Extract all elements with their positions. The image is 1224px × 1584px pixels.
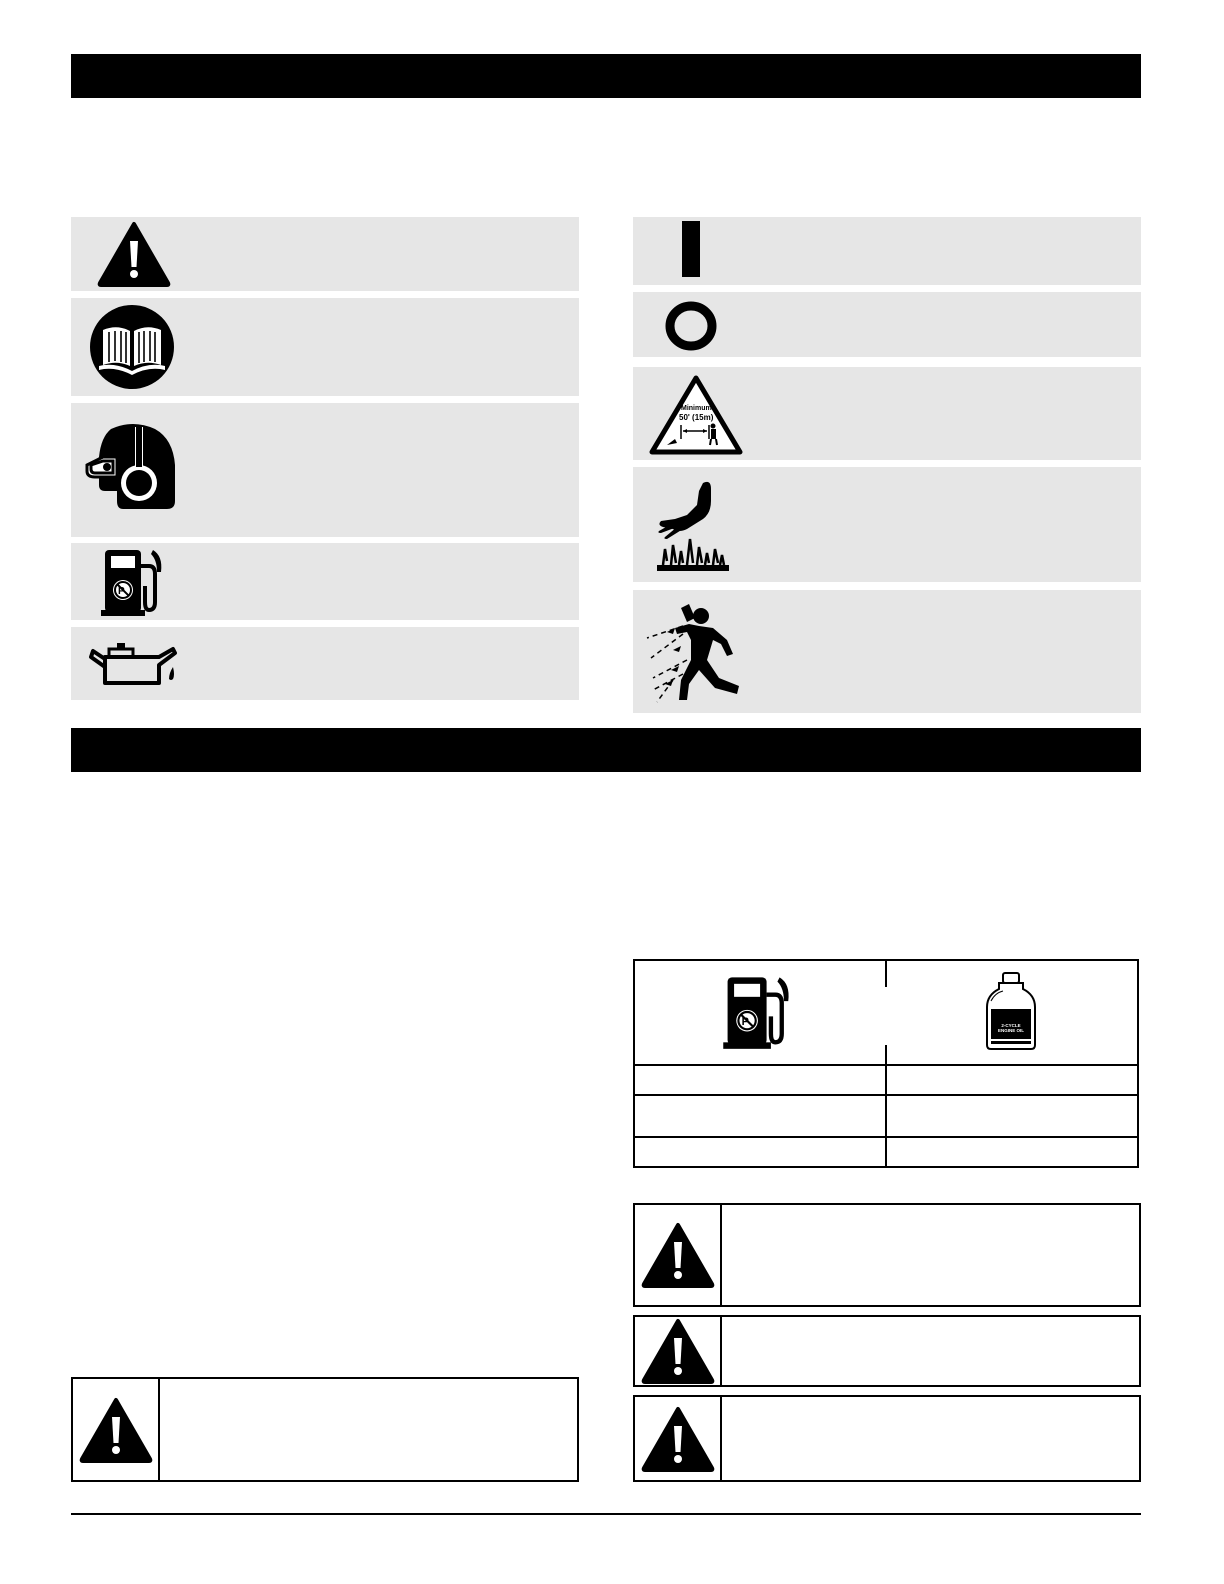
eye-ear-protection-icon (83, 421, 177, 513)
warning-box (71, 1377, 579, 1482)
warning-triangle-icon (641, 1406, 715, 1472)
symbol-panel-safety-alert (71, 217, 579, 291)
table-row (635, 1138, 1137, 1166)
warning-box (633, 1395, 1141, 1482)
read-manual-icon (89, 304, 175, 390)
hot-surface-icon (657, 479, 729, 573)
symbol-panel-read-manual (71, 298, 579, 396)
two-cycle-oil-bottle-icon (985, 971, 1037, 1051)
svg-text:P: P (741, 1016, 749, 1028)
symbol-panel-off (633, 292, 1141, 357)
symbol-panel-eye-ear-protection (71, 403, 579, 537)
fuel-mix-table (633, 959, 1139, 1168)
symbol-panel-unleaded-fuel (71, 543, 579, 620)
svg-text:P: P (118, 585, 125, 597)
symbol-panel-keep-distance (633, 367, 1141, 460)
footer-rule (71, 1513, 1141, 1515)
safety-symbols-header-bar (71, 54, 1141, 98)
unleaded-fuel-pump-icon (101, 546, 167, 618)
table-row (635, 1096, 1137, 1136)
off-switch-icon (663, 300, 719, 352)
warning-box (633, 1203, 1141, 1307)
thrown-objects-icon (643, 600, 751, 708)
symbol-panel-thrown-objects (633, 590, 1141, 713)
warning-box (633, 1315, 1141, 1387)
warning-triangle-icon (641, 1222, 715, 1288)
table-row (635, 1066, 1137, 1094)
distance-label-line2: 50' (15m) (679, 413, 714, 422)
oil-can-icon (89, 637, 179, 691)
on-switch-icon (682, 221, 700, 277)
fueling-header-bar (71, 728, 1141, 772)
symbol-panel-oil (71, 627, 579, 700)
warning-triangle-icon (641, 1318, 715, 1384)
warning-triangle-icon (79, 1397, 153, 1463)
symbol-panel-hot-surface (633, 467, 1141, 582)
symbol-panel-on (633, 217, 1141, 285)
warning-triangle-icon (97, 221, 171, 287)
keep-distance-icon (649, 375, 743, 455)
oil-bottle-label: 2-CYCLE ENGINE OIL (997, 1023, 1024, 1033)
unleaded-fuel-pump-icon (723, 973, 795, 1051)
distance-label-line1: Minimum (681, 405, 712, 412)
